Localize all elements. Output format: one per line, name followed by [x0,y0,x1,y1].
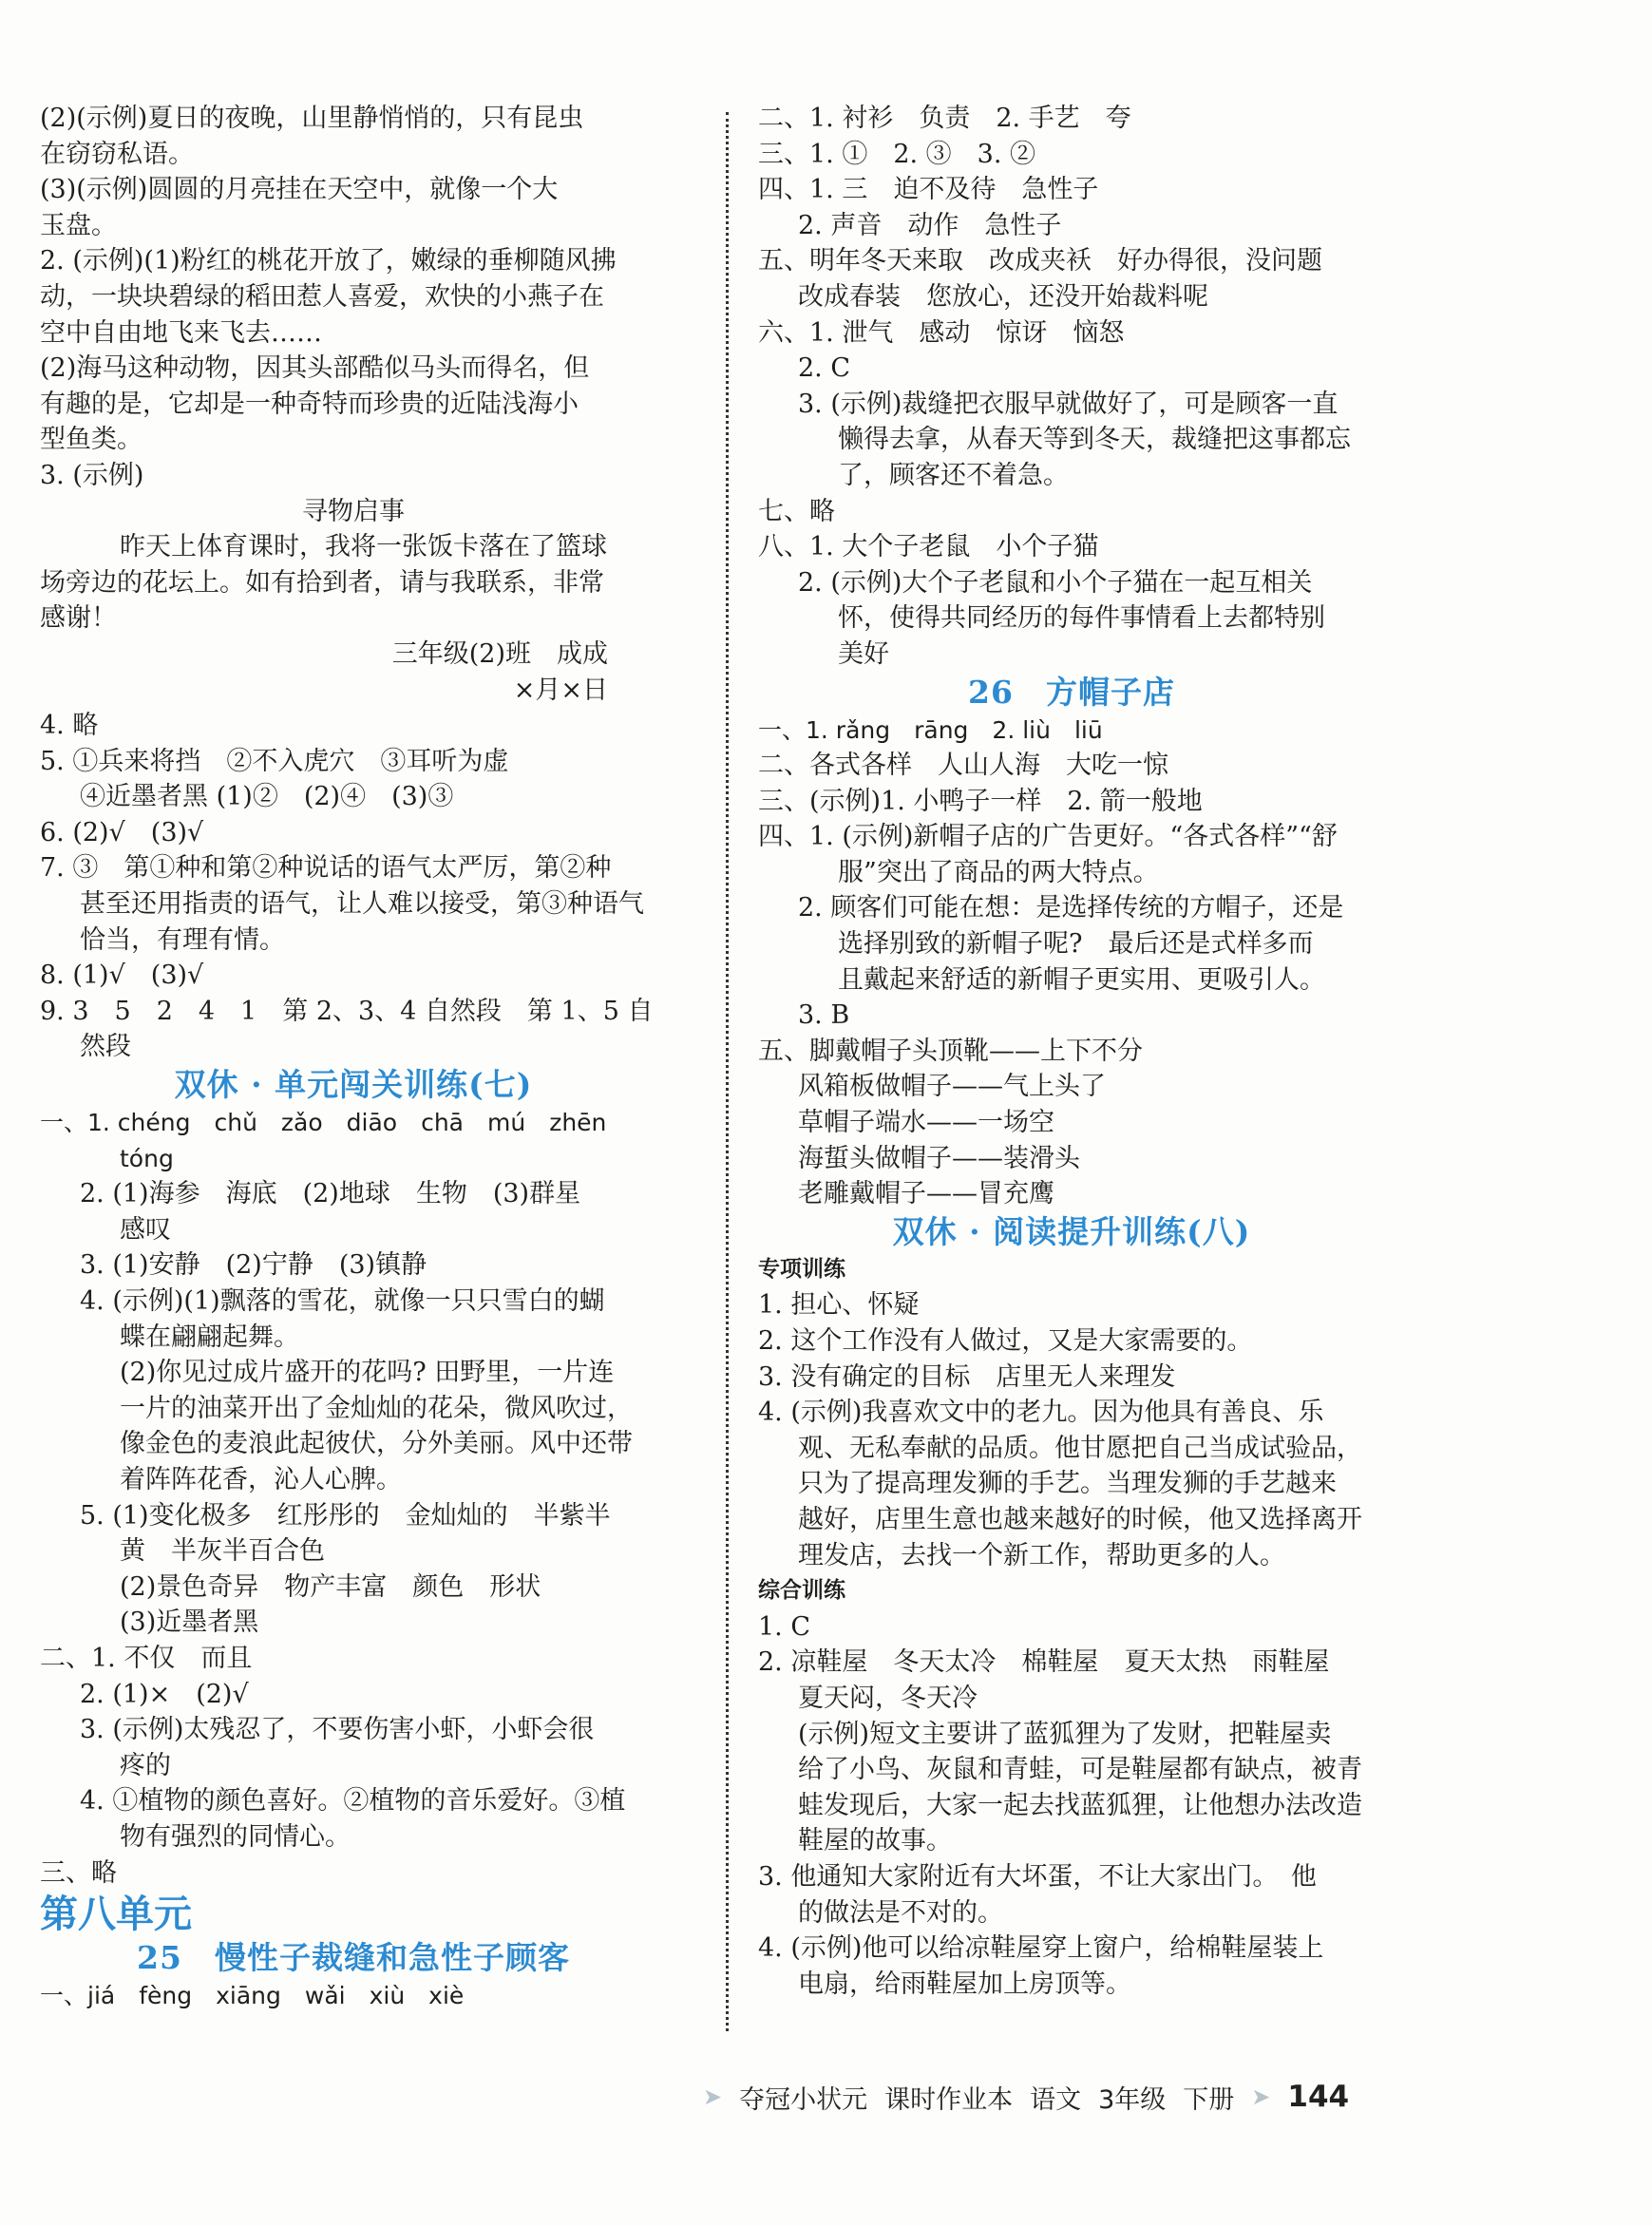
left-line: 一、1. chéng chǔ zǎo diāo chā mú zhēn [40,1109,607,1137]
arrow-icon: ➤ [703,2083,723,2110]
right-line: 八、1. 大个子老鼠 小个子猫 [758,532,1099,562]
right-line: 的做法是不对的。 [798,1897,1003,1928]
right-line: 二、各式各样 人山人海 大吃一惊 [758,751,1168,781]
left-line: 蝶在翩翩起舞。 [120,1322,299,1352]
left-line: 6. (2)√ (3)√ [40,817,204,847]
left-line: (3)(示例)圆圆的月亮挂在天空中，就像一个大 [40,175,559,205]
left-line: 感谢！ [40,603,117,634]
left-line: 第八单元 [40,1892,192,1937]
left-line: 疼的 [120,1750,171,1780]
left-line: 动，一块块碧绿的稻田惹人喜爱，欢快的小燕子在 [40,281,604,312]
right-line: 改成春装 您放心，还没开始裁料呢 [798,281,1208,312]
right-line: 3. 没有确定的目标 店里无人来理发 [758,1361,1176,1392]
left-line: 寻物启事 [302,496,405,526]
left-line: 像金色的麦浪此起彼伏，分外美丽。风中还带 [120,1429,633,1459]
left-line: 有趣的是，它却是一种奇特而珍贵的近陆浅海小 [40,389,579,419]
right-line: 鞋屋的故事。 [798,1826,952,1856]
left-line: 一片的油菜开出了金灿灿的花朵，微风吹过， [120,1393,633,1423]
right-line: 给了小鸟、灰鼠和青蛙，可是鞋屋都有缺点，被青 [798,1755,1362,1785]
right-line: 四、1. (示例)新帽子店的广告更好。“各式各样”“舒 [758,822,1338,852]
left-line: (2)你见过成片盛开的花吗? 田野里，一片连 [120,1358,615,1388]
right-line: 二、1. 衬衫 负责 2. 手艺 夸 [758,104,1131,133]
left-line: 在窃窃私语。 [40,139,194,169]
right-line: 三、1. ① 2. ③ 3. ② [758,139,1036,169]
right-line: 老雕戴帽子——冒充鹰 [798,1179,1054,1209]
left-line: 场旁边的花坛上。如有拾到者，请与我联系，非常 [40,567,604,598]
right-line: 了，顾客还不着急。 [838,460,1069,490]
right-line: 电扇，给雨鞋屋加上房顶等。 [798,1969,1131,1999]
left-line: 3. (1)安静 (2)宁静 (3)镇静 [80,1250,427,1281]
left-line: 黄 半灰半百合色 [120,1536,325,1567]
left-line: 2. (示例)(1)粉红的桃花开放了，嫩绿的垂柳随风拂 [40,246,617,276]
right-line: 怀，使得共同经历的每件事情看上去都特别 [838,603,1325,634]
left-line: 8. (1)√ (3)√ [40,961,204,991]
left-column [40,101,667,2014]
left-line: (2)(示例)夏日的夜晚，山里静悄悄的，只有昆虫 [40,104,584,133]
left-line: 4. 略 [40,711,99,741]
left-line: 恰当，有理有情。 [80,924,285,955]
right-line: 3. B [798,1000,850,1031]
left-line: 空中自由地飞来飞去…… [40,317,322,348]
right-line: 六、1. 泄气 感动 惊讶 恼怒 [758,317,1125,348]
right-line: 1. 担心、怀疑 [758,1290,920,1321]
right-line: 26 方帽子店 [968,673,1175,711]
left-line: 3. (示例) [40,460,144,490]
right-line: 三、(示例)1. 小鸭子一样 2. 箭一般地 [758,786,1203,816]
right-line: 七、略 [758,496,835,526]
footer-grade: 3年级 [1098,2084,1167,2115]
right-line: 越好，店里生意也越来越好的时候，他又选择离开 [798,1504,1362,1534]
right-line: 2. 这个工作没有人做过，又是大家需要的。 [758,1326,1253,1356]
right-line: 五、脚戴帽子头顶靴——上下不分 [758,1036,1143,1066]
left-line: 3. (示例)太残忍了，不要伤害小虾，小虾会很 [80,1715,595,1745]
left-line: 一、jiá fèng xiāng wǎi xiù xiè [40,1982,465,2010]
right-line: 2. 顾客们可能在想：是选择传统的方帽子，还是 [798,893,1344,923]
left-line: (2)海马这种动物，因其头部酷似马头而得名，但 [40,353,590,384]
footer-volume: 下册 [1183,2084,1235,2115]
right-line: 2. (示例)大个子老鼠和小个子猫在一起互相关 [798,567,1313,598]
right-line: 2. 凉鞋屋 冬天太冷 棉鞋屋 夏天太热 雨鞋屋 [758,1647,1330,1678]
left-line: (3)近墨者黑 [120,1608,259,1638]
page-footer [703,2076,1387,2118]
left-line: 5. (1)变化极多 红彤彤的 金灿灿的 半紫半 [80,1500,611,1531]
right-line: 美好 [838,638,889,669]
left-line: (2)景色奇异 物产丰富 颜色 形状 [120,1571,541,1602]
right-line: 1. C [758,1611,811,1642]
right-line: 观、无私奉献的品质。他甘愿把自己当成试验品， [798,1433,1362,1463]
right-line: 只为了提高理发狮的手艺。当理发狮的手艺越来 [798,1469,1337,1499]
left-line: 物有强烈的同情心。 [120,1821,351,1852]
left-line: 型鱼类。 [40,425,142,455]
right-line: 海蜇头做帽子——装滑头 [798,1143,1080,1173]
right-line: 且戴起来舒适的新帽子更实用、更吸引人。 [838,964,1325,995]
column-divider [726,112,729,2031]
arrow-icon: ➤ [1251,2083,1271,2110]
left-line: 2. (1)× (2)√ [80,1679,249,1709]
right-line: 夏天闷，冬天冷 [798,1683,978,1713]
right-line: 综合训练 [758,1578,845,1604]
right-line: 理发店，去找一个新工作，帮助更多的人。 [798,1540,1285,1570]
left-line: 着阵阵花香，沁人心脾。 [120,1464,402,1494]
left-line: 三、略 [40,1857,117,1888]
right-column [758,101,1385,2002]
right-line: (示例)短文主要讲了蓝狐狸为了发财，把鞋屋卖 [798,1719,1332,1749]
footer-book: 课时作业本 [884,2084,1014,2115]
right-line: 选择别致的新帽子呢? 最后还是式样多而 [838,929,1314,960]
left-line: 25 慢性子裁缝和急性子顾客 [137,1939,570,1977]
right-line: 2. C [798,353,851,384]
left-line: 5. ①兵来将挡 ②不入虎穴 ③耳听为虚 [40,746,509,776]
right-line: 3. (示例)裁缝把衣服早就做好了，可是顾客一直 [798,389,1339,419]
left-line: 双休 · 单元闯关训练(七) [174,1066,533,1104]
right-line: 一、1. rǎng rāng 2. liù liū [758,715,1103,744]
right-line: 专项训练 [758,1256,845,1282]
right-line: 懒得去拿，从春天等到冬天，裁缝把这事都忘 [838,425,1351,455]
left-line: 9. 3 5 2 4 1 第 2、3、4 自然段 第 1、5 自 [40,996,654,1026]
right-line: 2. 声音 动作 急性子 [798,210,1062,240]
left-line: ④近墨者黑 (1)② (2)④ (3)③ [80,782,454,812]
right-line: 五、明年冬天来取 改成夹袄 好办得很，没问题 [758,246,1322,276]
left-line: 玉盘。 [40,210,117,240]
left-line: 三年级(2)班 成成 [391,638,608,669]
right-line: 服”突出了商品的两大特点。 [838,857,1159,887]
footer-brand: 夺冠小状元 [739,2084,868,2115]
left-line: 甚至还用指责的语气，让人难以接受，第③种语气 [80,889,644,920]
right-line: 4. (示例)他可以给凉鞋屋穿上窗户，给棉鞋屋装上 [758,1933,1324,1964]
right-line: 双休 · 阅读提升训练(八) [892,1212,1251,1250]
left-line: 昨天上体育课时，我将一张饭卡落在了篮球 [120,532,607,562]
left-line: 4. ①植物的颜色喜好。②植物的音乐爱好。③植 [80,1786,626,1817]
right-line: 4. (示例)我喜欢文中的老九。因为他具有善良、乐 [758,1398,1324,1428]
left-line: 2. (1)海参 海底 (2)地球 生物 (3)群星 [80,1179,581,1209]
right-line: 3. 他通知大家附近有大坏蛋，不让大家出门。 他 [758,1861,1317,1892]
footer-subject: 语文 [1030,2084,1082,2115]
page-number: 144 [1287,2080,1350,2114]
left-line: 7. ③ 第①种和第②种说话的语气太严厉，第②种 [40,853,612,884]
left-line: ×月×日 [513,675,608,705]
left-line: 感叹 [120,1214,171,1245]
left-line: 4. (示例)(1)飘落的雪花，就像一只只雪白的蝴 [80,1286,605,1316]
right-line: 四、1. 三 迫不及待 急性子 [758,175,1099,205]
right-line: 草帽子端水——一场空 [798,1108,1054,1138]
left-line: 然段 [80,1032,131,1062]
left-line: 二、1. 不仅 而且 [40,1643,253,1673]
right-line: 蛙发现后，大家一起去找蓝狐狸，让他想办法改造 [798,1790,1362,1820]
left-line: tóng [120,1144,174,1172]
right-line: 风箱板做帽子——气上头了 [798,1072,1106,1102]
